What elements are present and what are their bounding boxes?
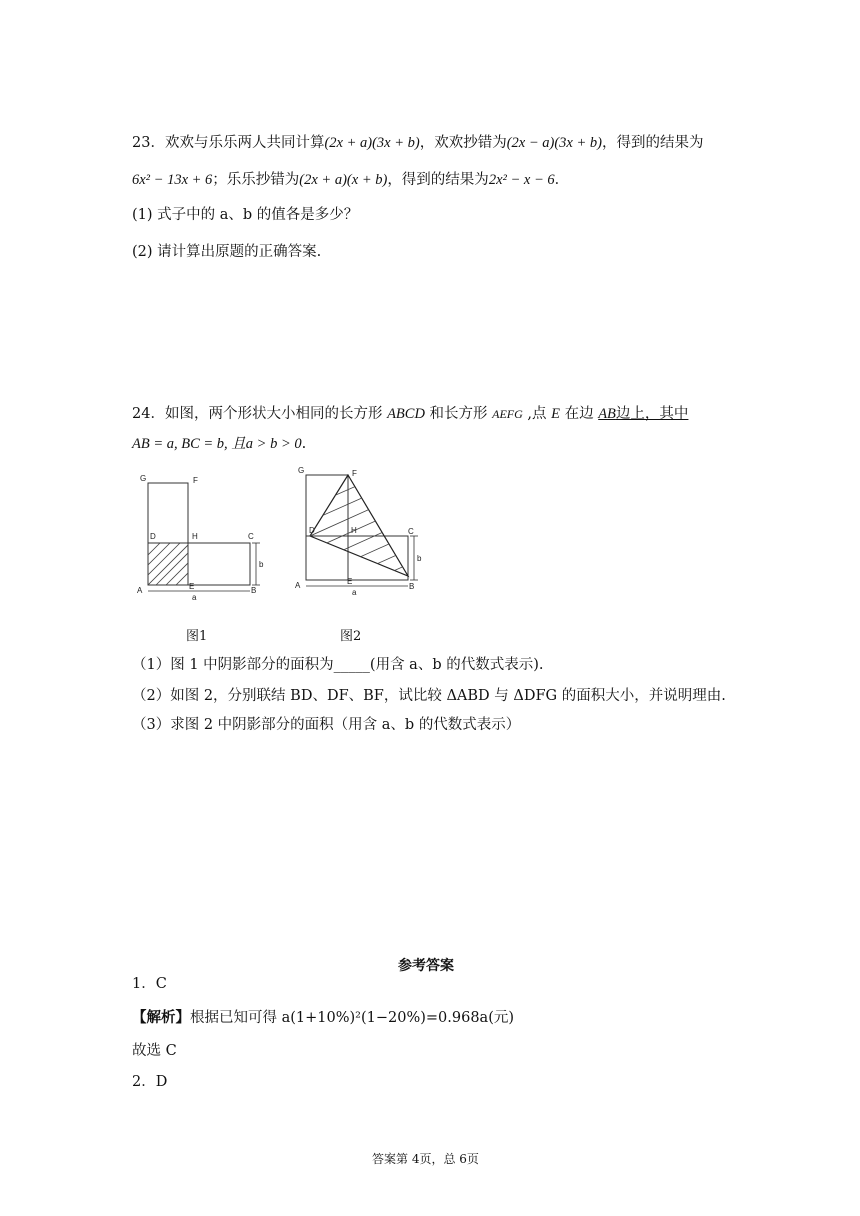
q23-expr-original: (2x + a)(3x + b) xyxy=(324,135,420,151)
answer-1-analysis xyxy=(132,1008,514,1028)
q24-point-e: E xyxy=(551,406,560,422)
q23-sub2: (2) 请计算出原题的正确答案. xyxy=(132,244,322,260)
q23-text: ，得到的结果为 xyxy=(387,172,489,188)
label-f: F xyxy=(352,469,357,478)
answer-1: 1．C xyxy=(132,976,167,992)
label-a: A xyxy=(137,586,143,595)
q24-text: 24．如图，两个形状大小相同的长方形 xyxy=(132,406,388,422)
dim-a: a xyxy=(352,588,357,597)
q24-text: 在边 xyxy=(559,406,599,422)
q23-text: ，欢欢抄错为 xyxy=(419,135,507,151)
label-b: B xyxy=(251,586,257,595)
analysis-text: 根据已知可得 a(1+10%)²(1−20%)=0.968a(元) xyxy=(190,1010,515,1026)
q23-text: ，得到的结果为 xyxy=(601,135,704,151)
label-h: H xyxy=(351,526,357,535)
q24-part3: （3）求图 2 中阴影部分的面积（用含 a、b 的代数式表示） xyxy=(132,717,521,733)
q23-line2 xyxy=(132,170,569,190)
label-e: E xyxy=(189,582,195,591)
dim-b: b xyxy=(259,560,264,569)
figure-1 xyxy=(130,465,280,610)
q24-text: 边上，其中 xyxy=(615,406,689,422)
label-f: F xyxy=(193,476,198,485)
q23-result-lele: 2x² − x − 6 xyxy=(488,172,555,188)
label-d: D xyxy=(309,526,315,535)
fig1-caption: 图1 xyxy=(186,629,208,644)
q24-rect-abcd: ABCD xyxy=(387,406,425,422)
dim-b: b xyxy=(417,554,422,563)
q24-side-ab: AB xyxy=(598,406,616,422)
q23-line1 xyxy=(132,133,703,153)
label-c: C xyxy=(408,527,414,536)
label-e: E xyxy=(347,577,353,586)
q24-line2 xyxy=(132,434,306,454)
q24-part1: （1）图 1 中阴影部分的面积为_____(用含 a、b 的代数式表示). xyxy=(132,657,544,673)
label-c: C xyxy=(248,532,254,541)
q24-part2: （2）如图 2，分别联结 BD、DF、BF，试比较 ΔABD 与 ΔDFG 的面积大小，并说明理由. xyxy=(132,688,726,704)
q23-text: ；乐乐抄错为 xyxy=(212,172,300,188)
answer-2: 2．D xyxy=(132,1074,168,1090)
figure-2 xyxy=(290,460,440,605)
label-a: A xyxy=(295,581,301,590)
label-d: D xyxy=(150,532,156,541)
q23-text: ． xyxy=(554,172,570,188)
q24-rect-aefg: AEFG xyxy=(492,407,523,421)
q24-conditions: AB = a, BC = b, 且a > b > 0 xyxy=(132,436,302,452)
label-g: G xyxy=(298,466,305,475)
q23-sub1: (1) 式子中的 a、b 的值各是多少？ xyxy=(132,207,359,223)
q23-text: 23．欢欢与乐乐两人共同计算 xyxy=(132,135,325,151)
q24-text: . xyxy=(301,436,307,452)
fig2-caption: 图2 xyxy=(340,629,362,644)
answers-title: 参考答案 xyxy=(398,958,454,974)
page-footer: 答案第 4页，总 6页 xyxy=(372,1152,479,1166)
label-h: H xyxy=(192,532,198,541)
analysis-label: 【解析】 xyxy=(132,1009,190,1026)
answer-1-choice: 故选 C xyxy=(132,1043,177,1059)
label-g: G xyxy=(140,474,147,483)
q23-result-huanhuan: 6x² − 13x + 6 xyxy=(132,172,213,188)
q24-text: ,点 xyxy=(522,406,552,422)
q24-text: 和长方形 xyxy=(424,406,493,422)
q24-line1 xyxy=(132,404,688,424)
q23-expr-huanhuan: (2x − a)(3x + b) xyxy=(506,135,602,151)
label-b: B xyxy=(409,582,415,591)
dim-a: a xyxy=(192,593,197,602)
q23-expr-lele: (2x + a)(x + b) xyxy=(299,172,388,188)
